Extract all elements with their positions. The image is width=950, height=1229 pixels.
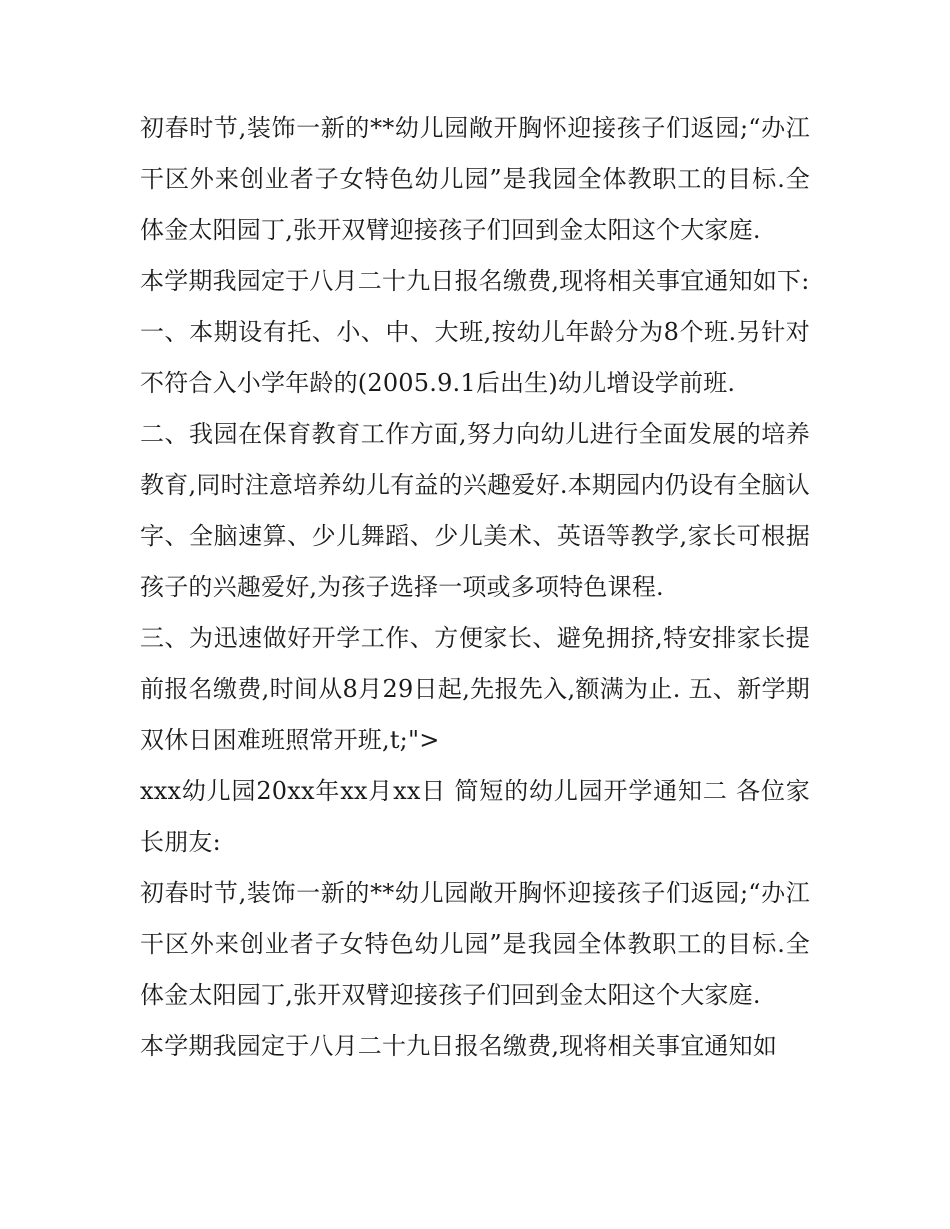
paragraph-registration-notice-repeat: 本学期我园定于八月二十九日报名缴费,现将相关事宜通知如	[140, 1032, 778, 1060]
document-body	[140, 103, 810, 1072]
paragraph-item-one: 一、本期设有托、小、中、大班,按幼儿年龄分为8个班.另针对不符合入小学年龄的(2005.9.1后出生)幼儿增设学前班.	[140, 318, 810, 397]
paragraph-item-two: 二、我园在保育教育工作方面,努力向幼儿进行全面发展的培养教育,同时注意培养幼儿有益的兴趣爱好.本期园内仍设有全脑认字、全脑速算、少儿舞蹈、少儿美术、英语等教学,家长可根据孩子的兴趣爱好,为孩子选择一项或多项特色课程.	[140, 420, 810, 601]
paragraph-signature-and-heading: xxx幼儿园20xx年xx月xx日 简短的幼儿园开学通知二 各位家长朋友:	[140, 777, 810, 856]
paragraph-intro: 初春时节,装饰一新的**幼儿园敞开胸怀迎接孩子们返园;“办江干区外来创业者子女特色幼儿园”是我园全体教职工的目标.全体金太阳园丁,张开双臂迎接孩子们回到金太阳这个大家庭.	[140, 114, 810, 244]
paragraph-registration-notice: 本学期我园定于八月二十九日报名缴费,现将相关事宜通知如下:	[140, 267, 810, 295]
paragraph-intro-repeat: 初春时节,装饰一新的**幼儿园敞开胸怀迎接孩子们返园;“办江干区外来创业者子女特色幼儿园”是我园全体教职工的目标.全体金太阳园丁,张开双臂迎接孩子们回到金太阳这个大家庭.	[140, 879, 810, 1009]
paragraph-item-three: 三、为迅速做好开学工作、方便家长、避免拥挤,特安排家长提前报名缴费,时间从8月29日起,先报先入,额满为止. 五、新学期双休日困难班照常开班,t;">	[140, 624, 810, 754]
